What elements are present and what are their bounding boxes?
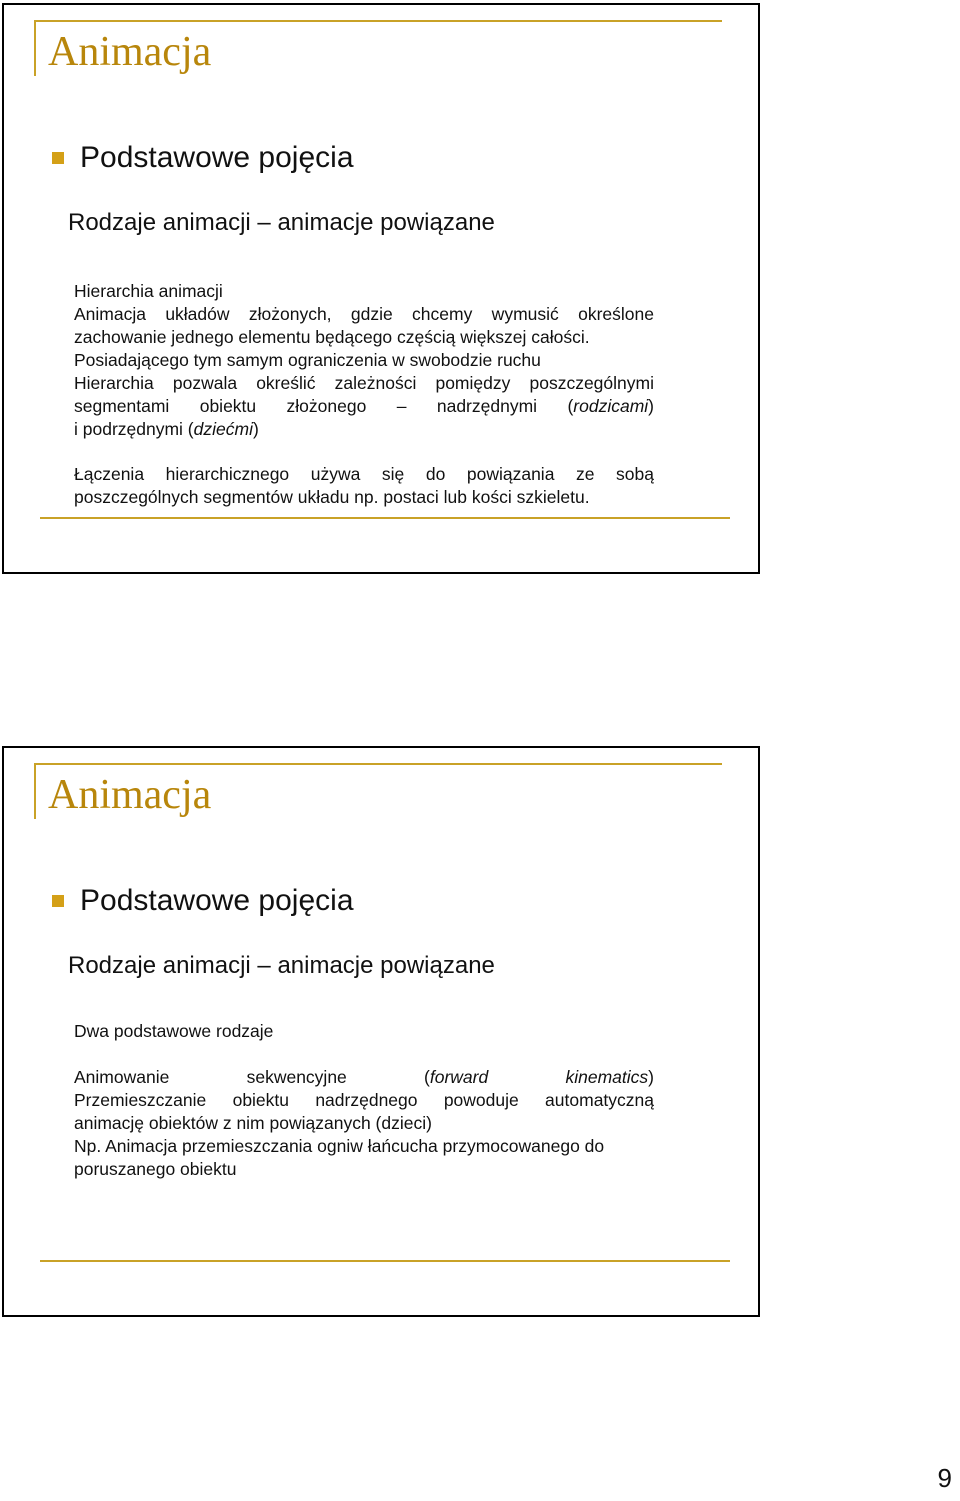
slide-body-2: [74, 463, 654, 509]
title-decoration-bar: [34, 764, 36, 819]
title-decoration-bar: [34, 21, 36, 76]
slide-1: [2, 3, 760, 574]
bullet-text: Podstawowe pojęcia: [80, 141, 354, 174]
slide-body: [74, 280, 654, 441]
slide-title: Animacja: [48, 29, 212, 75]
body-emphasis: rodzicami: [573, 396, 649, 416]
body-line: Dwa podstawowe rodzaje: [74, 1021, 274, 1041]
square-bullet-icon: [52, 152, 64, 164]
body-line: Animacja układów złożonych, gdzie chcemy wymusić określone: [74, 304, 654, 324]
body-line: Łączenia hierarchicznego używa się do powiązania ze sobą: [74, 464, 654, 484]
square-bullet-icon: [52, 895, 64, 907]
bullet-item: [52, 886, 354, 916]
body-text: ): [648, 396, 654, 416]
body-emphasis: dziećmi: [193, 419, 253, 439]
bullet-text: Podstawowe pojęcia: [80, 884, 354, 917]
body-line: [74, 1066, 654, 1089]
bullet-item: [52, 143, 354, 173]
slide-title: Animacja: [48, 772, 212, 818]
bottom-rule: [40, 1260, 730, 1262]
slide-subheading: Rodzaje animacji – animacje powiązane: [68, 209, 495, 236]
slide-body-2: [74, 1066, 654, 1181]
body-line: [74, 395, 654, 418]
body-text: i podrzędnymi (: [74, 419, 194, 439]
title-decoration-line: [34, 20, 722, 22]
body-line: Hierarchia animacji: [74, 281, 223, 301]
body-line: [74, 418, 654, 441]
body-line: zachowanie jednego elementu będącego częścią większej całości.: [74, 327, 590, 347]
body-line: poszczególnych segmentów układu np. postaci lub kości szkieletu.: [74, 487, 590, 507]
body-text: Animowanie sekwencyjne (: [74, 1067, 430, 1087]
body-line: Np. Animacja przemieszczania ogniw łańcucha przymocowanego do: [74, 1136, 605, 1156]
slide-2: [2, 746, 760, 1317]
body-line: Hierarchia pozwala określić zależności pomiędzy poszczególnymi: [74, 373, 654, 393]
body-text: segmentami obiektu złożonego – nadrzędnymi (: [74, 396, 574, 416]
body-text: ): [252, 419, 259, 439]
body-line: Posiadającego tym samym ograniczenia w swobodzie ruchu: [74, 350, 541, 370]
slide-body: [74, 1020, 654, 1043]
title-decoration-line: [34, 763, 722, 765]
slide-subheading: Rodzaje animacji – animacje powiązane: [68, 952, 495, 979]
body-text: ): [648, 1067, 654, 1087]
body-emphasis: forward kinematics: [429, 1067, 649, 1087]
page-number: 9: [937, 1463, 952, 1493]
body-line: animację obiektów z nim powiązanych (dzieci): [74, 1113, 432, 1133]
body-line: poruszanego obiektu: [74, 1159, 237, 1179]
bottom-rule: [40, 517, 730, 519]
body-line: Przemieszczanie obiektu nadrzędnego powoduje automatyczną: [74, 1090, 654, 1110]
